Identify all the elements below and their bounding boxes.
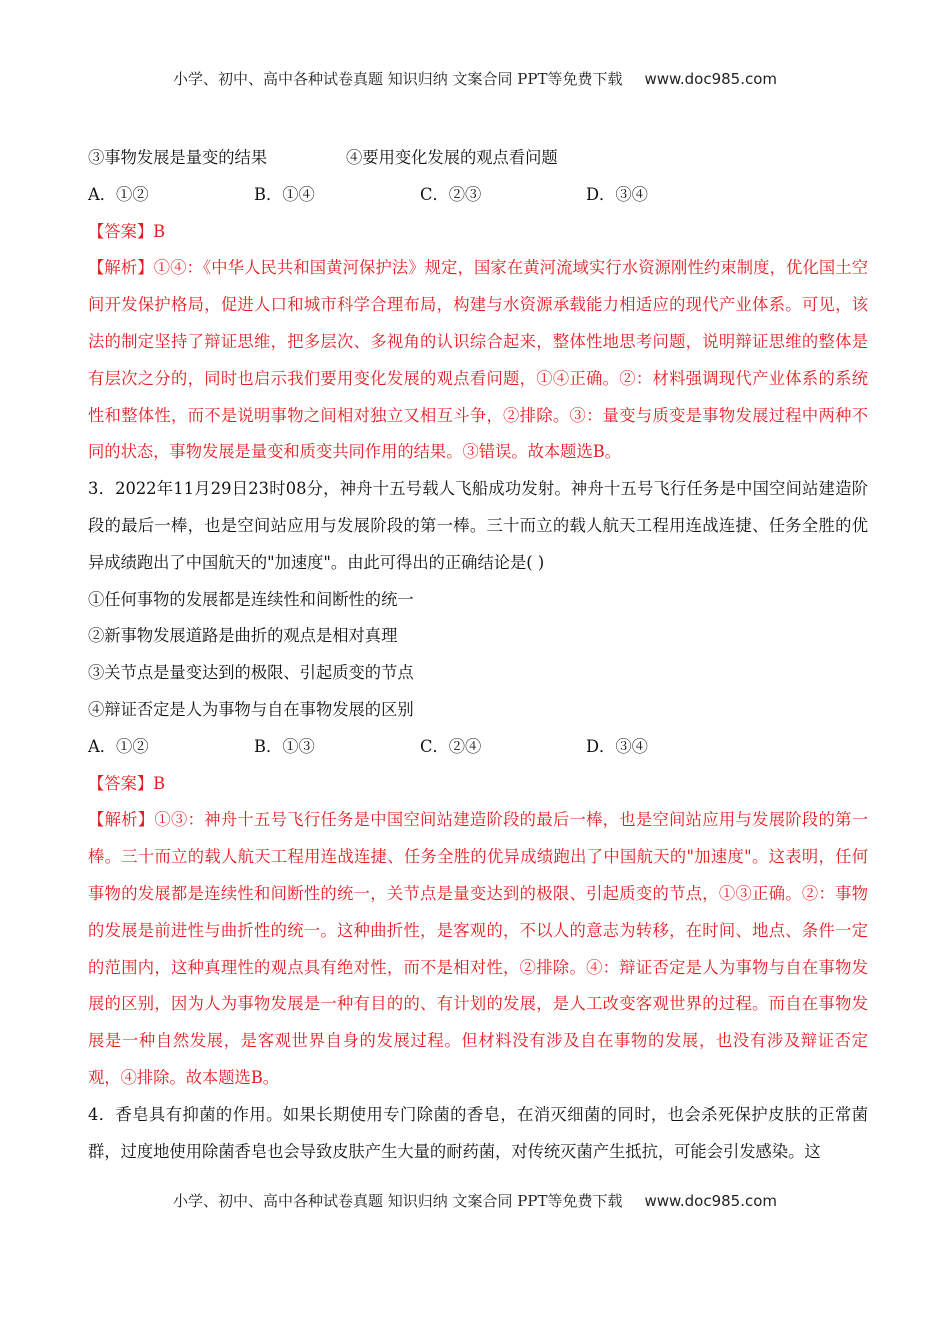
- q3-option-c: C．②④: [420, 736, 482, 756]
- q3-item-2: ②新事物发展道路是曲折的观点是相对真理: [88, 626, 398, 646]
- footer-url[interactable]: www.doc985.com: [644, 1192, 778, 1210]
- q3-analysis: [88, 802, 868, 1096]
- q3-option-b: B．①③: [254, 736, 315, 756]
- q2-items: [88, 140, 868, 177]
- q3-item-1: ①任何事物的发展都是连续性和间断性的统一: [88, 589, 414, 609]
- q3-option-d: D．③④: [586, 736, 648, 756]
- q2-item-4: ④要用变化发展的观点看问题: [346, 148, 558, 167]
- q3-analysis-lead: 【解析】: [88, 810, 155, 830]
- q3-item-3: ③关节点是量变达到的极限、引起质变的节点: [88, 663, 414, 683]
- page-header: [0, 68, 950, 89]
- q4-stem: 4．香皂具有抑菌的作用。如果长期使用专门除菌的香皂，在消灭细菌的同时，也会杀死保护皮肤的正常菌群，过度地使用除菌香皂也会导致皮肤产生大量的耐药菌，对传统灭菌产生抵抗，可能会引发感染。这: [88, 1104, 868, 1161]
- footer-text: 小学、初中、高中各种试卷真题 知识归纳 文案合同 PPT等免费下载: [172, 1192, 623, 1210]
- page-footer: [0, 1190, 950, 1211]
- q3-answer: 【答案】B: [88, 773, 166, 793]
- q2-item-3: ③事物发展是量变的结果: [88, 148, 268, 167]
- q2-option-d: D．③④: [586, 184, 648, 204]
- q3-option-a: A．①②: [88, 736, 149, 756]
- header-text: 小学、初中、高中各种试卷真题 知识归纳 文案合同 PPT等免费下载: [172, 70, 623, 88]
- q2-answer: 【答案】B: [88, 221, 166, 241]
- page-content: [88, 140, 868, 1170]
- q2-option-b: B．①④: [254, 184, 315, 204]
- q3-options: [88, 729, 868, 766]
- q2-analysis-text: ①④：《中华人民共和国黄河保护法》规定，国家在黄河流域实行水资源刚性约束制度，优化国土空间开发保护格局，促进人口和城市科学合理布局，构建与水资源承载能力相适应的现代产业体系。可见，该法的制定坚持了辩证思维，把多层次、多视角的认识综合起来，整体性地思考问题，说明辩证思维的整体是有层次之分的，同时也启示我们要用变化发展的观点看问题，①④正确。②：材料强调现代产业体系的系统性和整体性，而不是说明事物之间相对独立又相互斗争，②排除。③：量变与质变是事物发展过程中两种不同的状态，事物发展是量变和质变共同作用的结果。③错误。故本题选B。: [88, 258, 868, 462]
- q2-option-c: C．②③: [420, 184, 482, 204]
- q2-analysis-lead: 【解析】: [88, 258, 154, 278]
- q3-item-4: ④辩证否定是人为事物与自在事物发展的区别: [88, 699, 414, 719]
- q3-stem: 3．2022年11月29日23时08分，神舟十五号载人飞船成功发射。神舟十五号飞行任务是中国空间站建造阶段的最后一棒，也是空间站应用与发展阶段的第一棒。三十而立的载人航天工程用连战连捷、任务全胜的优异成绩跑出了中国航天的"加速度"。由此可得出的正确结论是( ): [88, 479, 868, 572]
- header-url[interactable]: www.doc985.com: [644, 70, 778, 88]
- q2-options: [88, 177, 868, 214]
- q2-analysis: [88, 250, 868, 471]
- q2-option-a: A．①②: [88, 184, 149, 204]
- q3-analysis-text: ①③：神舟十五号飞行任务是中国空间站建造阶段的最后一棒，也是空间站应用与发展阶段的第一棒。三十而立的载人航天工程用连战连捷、任务全胜的优异成绩跑出了中国航天的"加速度"。这表明，任何事物的发展都是连续性和间断性的统一，关节点是量变达到的极限、引起质变的节点，①③正确。②：事物的发展是前进性与曲折性的统一。这种曲折性，是客观的，不以人的意志为转移，在时间、地点、条件一定的范围内，这种真理性的观点具有绝对性，而不是相对性，②排除。④：辩证否定是人为事物与自在事物发展的区别，因为人为事物发展是一种有目的的、有计划的发展，是人工改变客观世界的过程。而自在事物发展是一种自然发展，是客观世界自身的发展过程。但材料没有涉及自在事物的发展，也没有涉及辩证否定观，④排除。故本题选B。: [88, 810, 868, 1087]
